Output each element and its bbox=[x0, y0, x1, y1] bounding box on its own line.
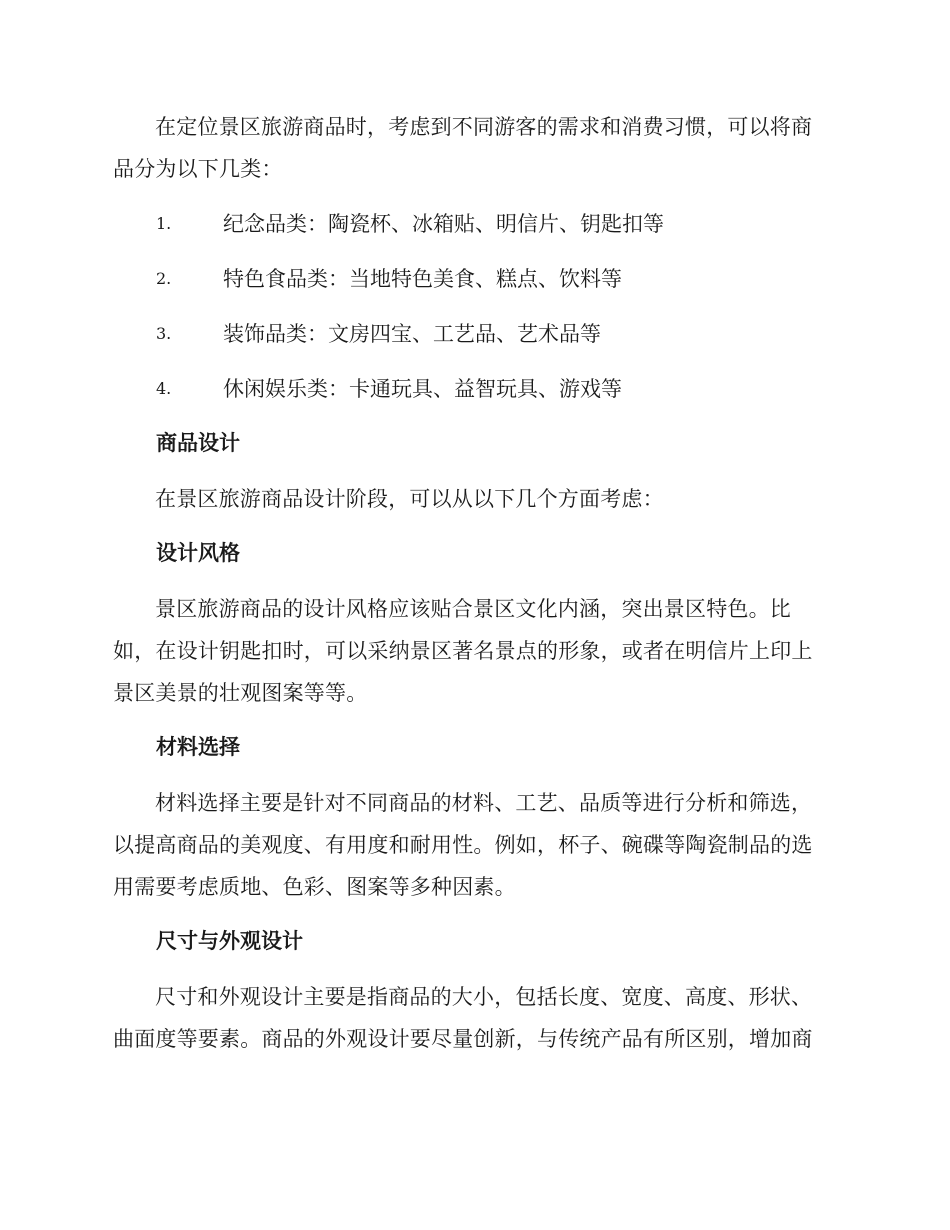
list-text: 休闲娱乐类：卡通玩具、益智玩具、游戏等 bbox=[223, 377, 622, 401]
list-text: 装饰品类：文房四宝、工艺品、艺术品等 bbox=[223, 322, 601, 346]
list-text: 纪念品类：陶瓷杯、冰箱贴、明信片、钥匙扣等 bbox=[223, 212, 664, 236]
material-paragraph: 材料选择主要是针对不同商品的材料、工艺、品质等进行分析和筛选，以提高商品的美观度、有用度和耐用性。例如，杯子、碗碟等陶瓷制品的选用需要考虑质地、色彩、图案等多种因素。 bbox=[113, 791, 813, 899]
list-number: 4. bbox=[156, 379, 172, 398]
list-number: 1. bbox=[156, 214, 172, 233]
list-item bbox=[113, 209, 833, 239]
list-item bbox=[113, 374, 833, 404]
section-heading-product-design: 商品设计 bbox=[156, 431, 240, 455]
section-heading-size-appearance: 尺寸与外观设计 bbox=[156, 929, 303, 953]
list-text: 特色食品类：当地特色美食、糕点、饮料等 bbox=[223, 267, 622, 291]
list-number: 3. bbox=[156, 324, 172, 343]
list-item bbox=[113, 319, 833, 349]
intro-paragraph: 在定位景区旅游商品时，考虑到不同游客的需求和消费习惯，可以将商品分为以下几类： bbox=[113, 115, 813, 181]
product-design-paragraph: 在景区旅游商品设计阶段，可以从以下几个方面考虑： bbox=[155, 487, 664, 511]
section-heading-material: 材料选择 bbox=[156, 735, 240, 759]
size-appearance-paragraph: 尺寸和外观设计主要是指商品的大小，包括长度、宽度、高度、形状、曲面度等要素。商品的外观设计要尽量创新，与传统产品有所区别，增加商 bbox=[113, 985, 813, 1051]
design-style-paragraph: 景区旅游商品的设计风格应该贴合景区文化内涵，突出景区特色。比如，在设计钥匙扣时，可以采纳景区著名景点的形象，或者在明信片上印上景区美景的壮观图案等等。 bbox=[113, 597, 813, 705]
section-heading-design-style: 设计风格 bbox=[156, 541, 240, 565]
list-item bbox=[113, 264, 833, 294]
list-number: 2. bbox=[156, 269, 172, 288]
